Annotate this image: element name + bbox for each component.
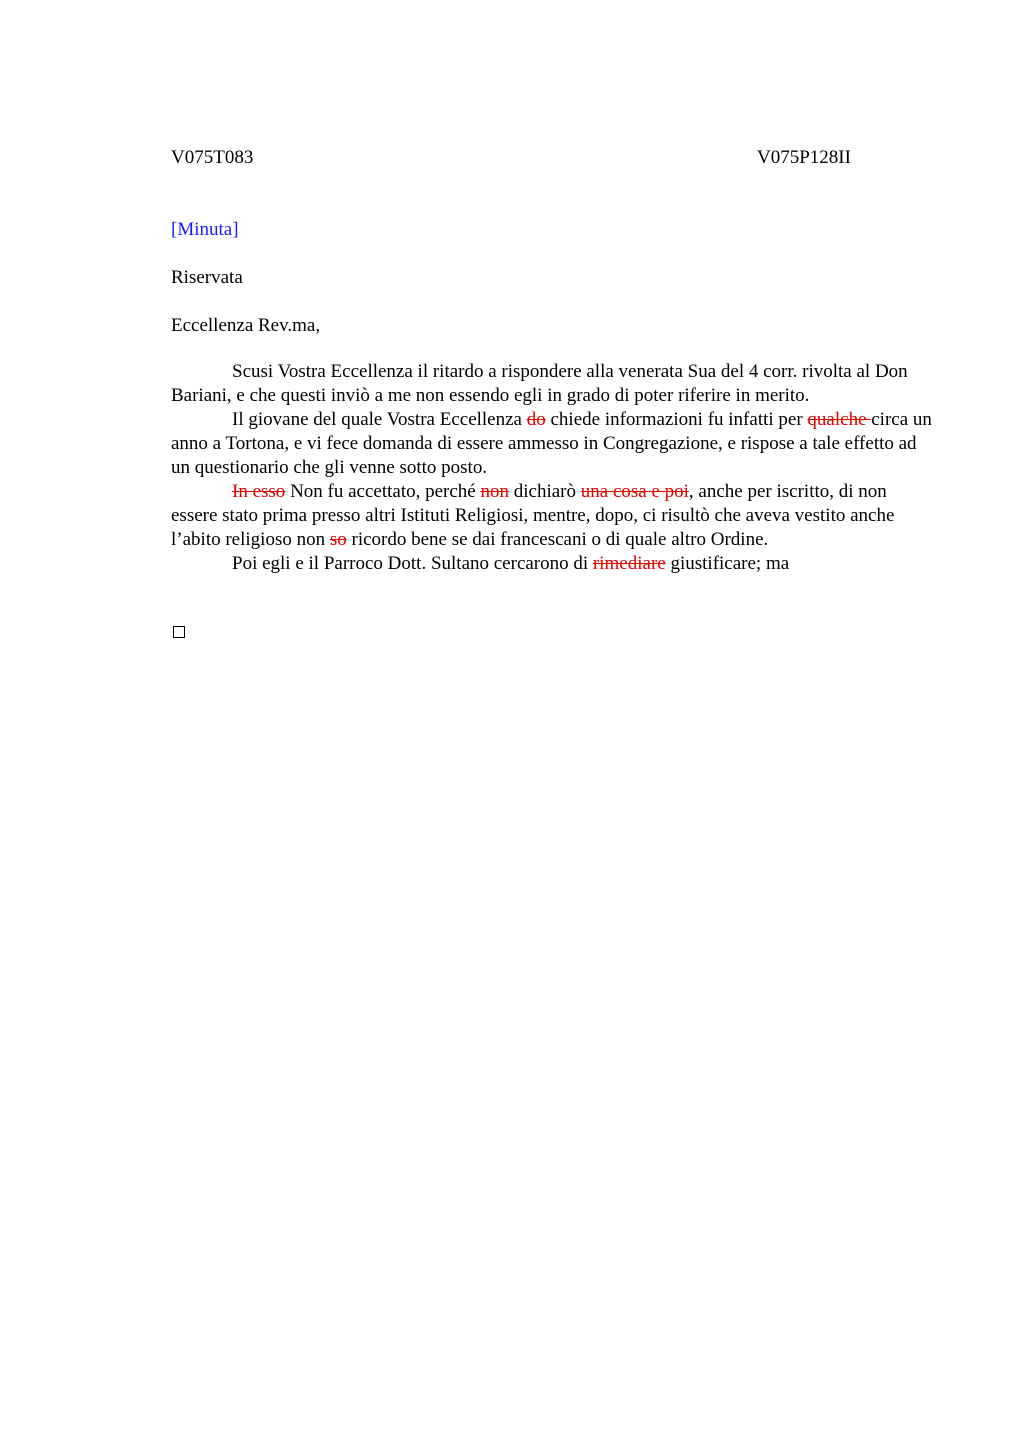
- deleted-word: so: [329, 529, 347, 550]
- deleted-word: rimediare: [592, 553, 666, 574]
- deleted-phrase: In esso: [232, 481, 286, 502]
- paragraph-4-text-2: giustificare; ma: [665, 553, 790, 574]
- document-code-right: V075P128II: [757, 147, 851, 168]
- paragraph-3-text-3: , anche per iscritto, di non essere stato prima presso altri Istituti Religiosi, mentre, dopo, ci risultò che aveva vestito anche l’abito religioso non: [171, 481, 895, 550]
- document-code-left: V075T083: [171, 147, 254, 168]
- paragraph-1: Scusi Vostra Eccellenza il ritardo a rispondere alla venerata Sua del 4 corr. rivolta al Don Bariani, e che questi inviò a me non essendo egli in grado di poter riferire in merito.: [171, 361, 908, 406]
- deleted-word: qualche: [807, 409, 872, 430]
- paragraph-4-text-1: Poi egli e il Parroco Dott. Sultano cercarono di: [232, 553, 593, 574]
- square-outline-icon: [173, 626, 185, 638]
- deleted-phrase: una cosa e poi: [580, 481, 689, 502]
- editorial-note-minuta: [Minuta]: [171, 219, 239, 240]
- confidential-label: Riservata: [171, 267, 243, 288]
- paragraph-3: [171, 480, 933, 552]
- letter-body: [171, 360, 933, 576]
- paragraph-4: [171, 552, 933, 576]
- deleted-word: do: [526, 409, 546, 430]
- paragraph-3-text-1: Non fu accettato, perché: [285, 481, 481, 502]
- paragraph-2-text-2: chiede informazioni fu infatti per: [545, 409, 808, 430]
- paragraph-2-text-3: circa un anno a Tortona, e vi fece domanda di essere ammesso in Congregazione, e rispose a tale effetto ad un questionario che gli venne sotto posto.: [171, 409, 932, 478]
- letter-page: [171, 144, 933, 574]
- document-header: [171, 144, 933, 172]
- paragraph-2-text-1: Il giovane del quale Vostra Eccellenza: [232, 409, 527, 430]
- salutation: Eccellenza Rev.ma,: [171, 315, 321, 336]
- deleted-word: non: [480, 481, 509, 502]
- paragraph-2: [171, 408, 933, 480]
- paragraph-3-text-2: dichiarò: [509, 481, 581, 502]
- paragraph-3-text-4: ricordo bene se dai francescani o di quale altro Ordine.: [346, 529, 769, 550]
